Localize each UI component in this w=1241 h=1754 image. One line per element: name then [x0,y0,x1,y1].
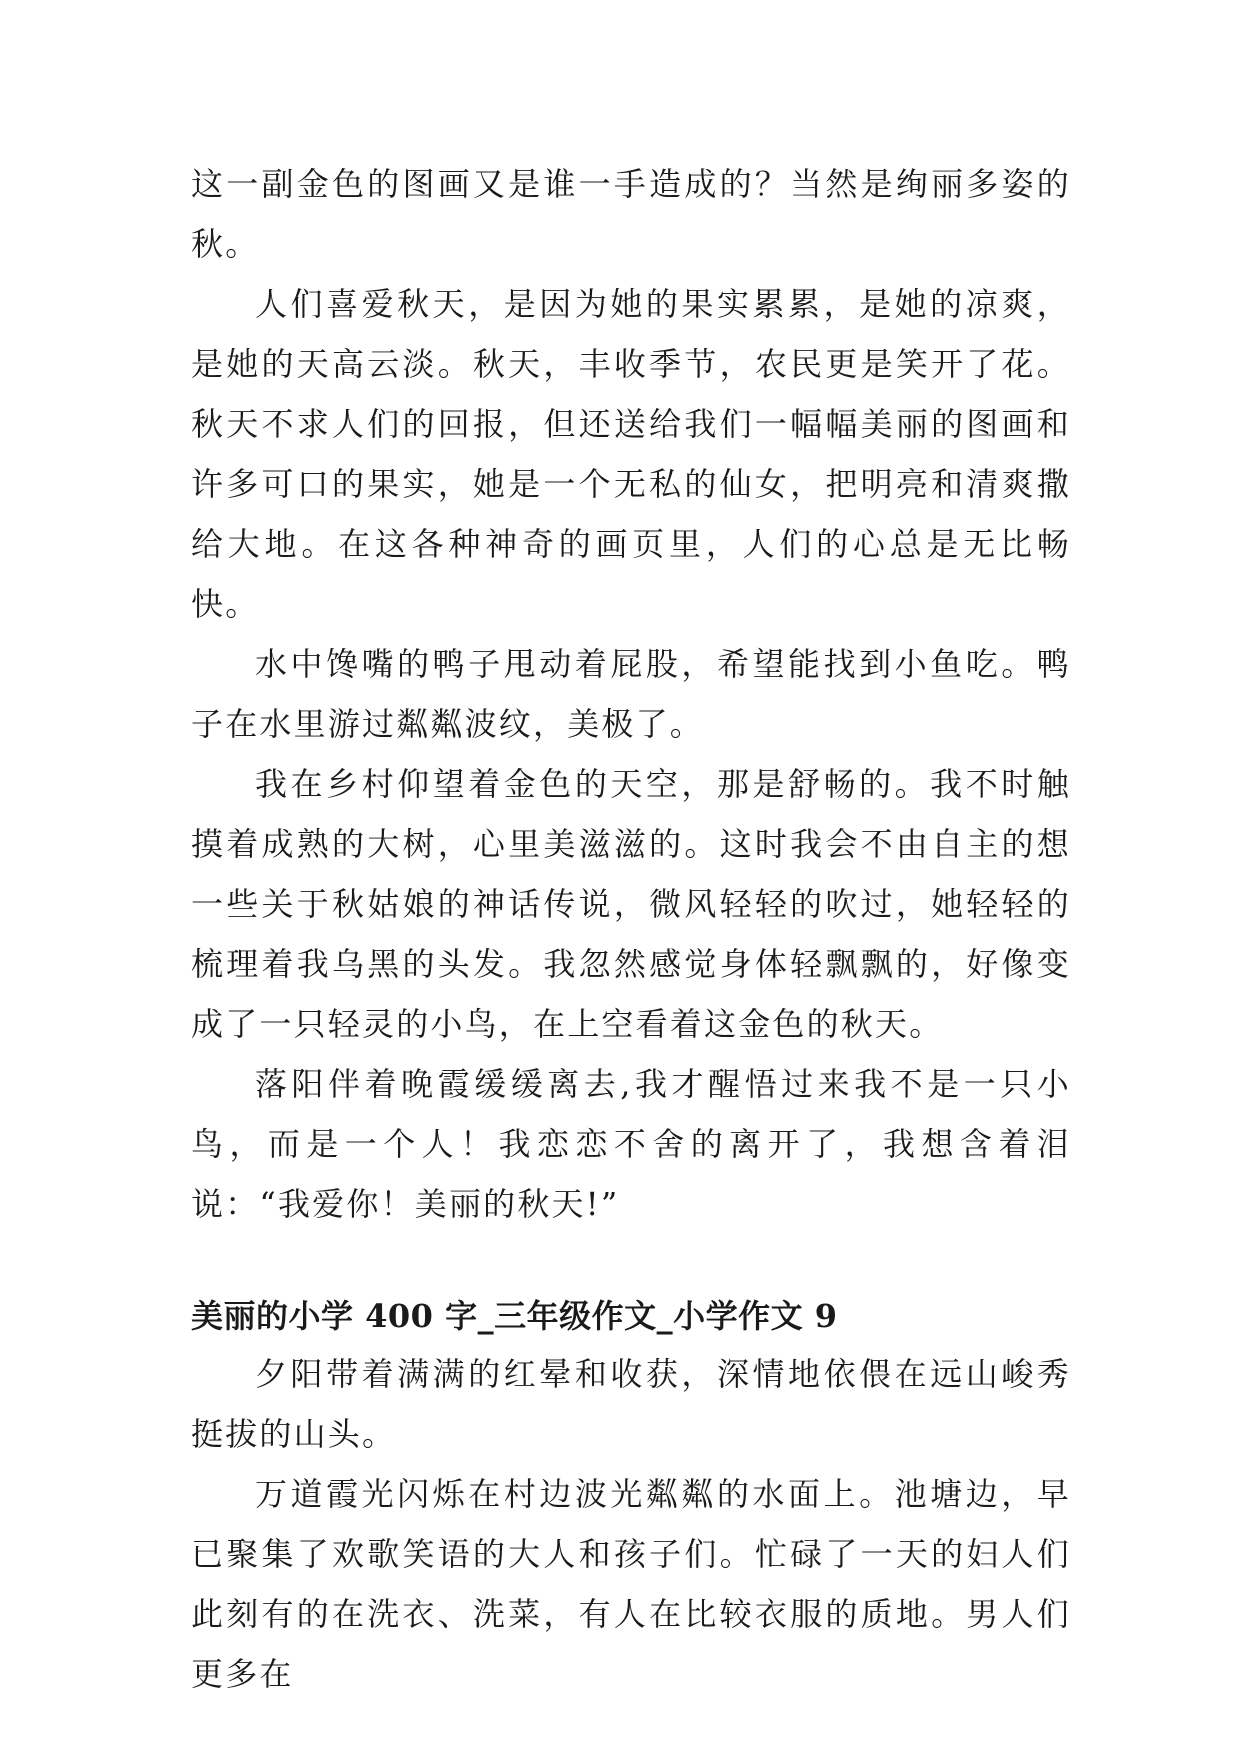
paragraph: 夕阳带着满满的红晕和收获，深情地依偎在远山峻秀挺拔的山头。 [191,1355,1071,1453]
paragraph: 人们喜爱秋天，是因为她的果实累累，是她的凉爽，是她的天高云淡。秋天，丰收季节，农民更是笑开了花。秋天不求人们的回报，但还送给我们一幅幅美丽的图画和许多可口的果实，她是一个无私的仙女，把明亮和清爽撒给大地。在这各种神奇的画页里，人们的心总是无比畅快。 [191,285,1071,623]
paragraph: 水中馋嘴的鸭子甩动着屁股，希望能找到小鱼吃。鸭子在水里游过粼粼波纹，美极了。 [191,645,1071,743]
paragraph: 万道霞光闪烁在村边波光粼粼的水面上。池塘边，早已聚集了欢歌笑语的大人和孩子们。忙碌了一天的妇人们此刻有的在洗衣、洗菜，有人在比较衣服的质地。男人们更多在 [191,1475,1071,1693]
section-gap [191,1234,1071,1288]
section-title: 美丽的小学 400 字_三年级作文_小学作文 9 [191,1297,838,1335]
document-body [191,154,1071,1704]
paragraph: 我在乡村仰望着金色的天空，那是舒畅的。我不时触摸着成熟的大树，心里美滋滋的。这时我会不由自主的想一些关于秋姑娘的神话传说，微风轻轻的吹过，她轻轻的梳理着我乌黑的头发。我忽然感觉身体轻飘飘的，好像变成了一只轻灵的小鸟，在上空看着这金色的秋天。 [191,765,1071,1043]
paragraph: 这一副金色的图画又是谁一手造成的？当然是绚丽多姿的秋。 [191,165,1071,263]
paragraph: 落阳伴着晚霞缓缓离去,我才醒悟过来我不是一只小鸟，而是一个人！我恋恋不舍的离开了，我想含着泪说：“我爱你！美丽的秋天!” [191,1065,1071,1223]
